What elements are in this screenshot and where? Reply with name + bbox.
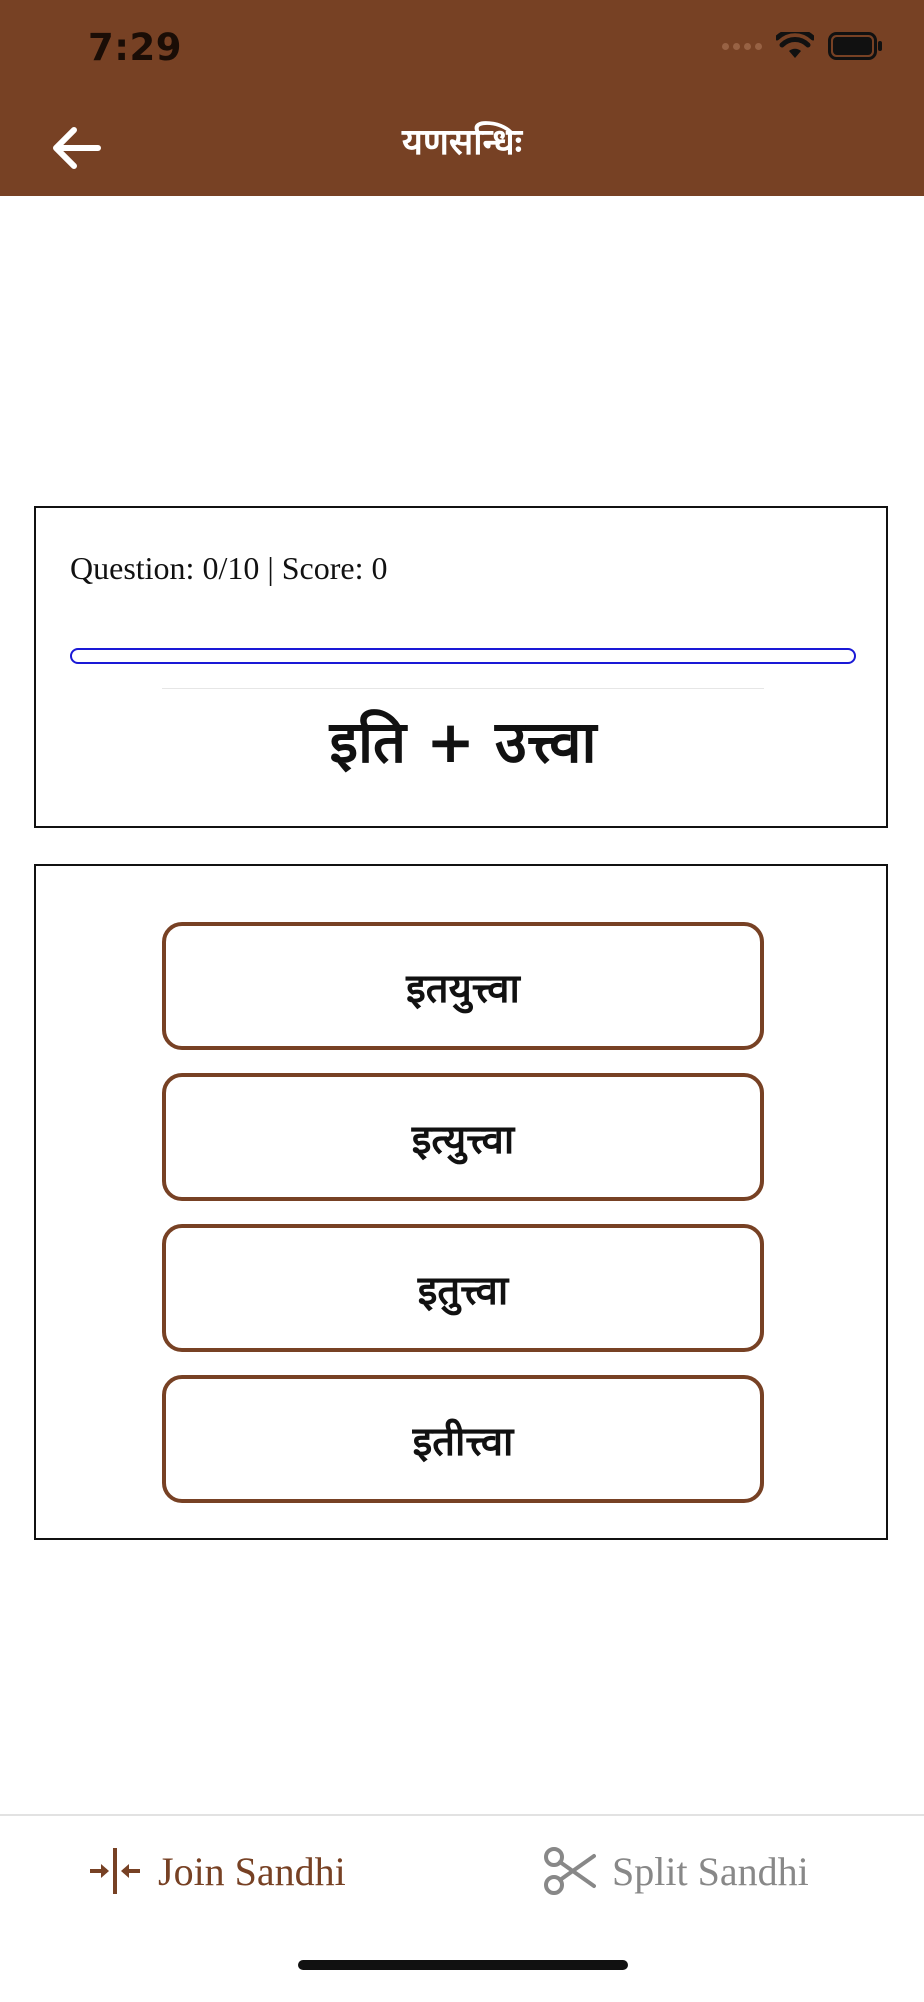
status-icons (722, 32, 884, 60)
home-indicator (298, 1960, 628, 1970)
tab-split-label: Split Sandhi (612, 1848, 809, 1894)
question-card (34, 506, 888, 828)
cellular-signal-icon (722, 43, 762, 50)
tab-split-sandhi[interactable] (544, 1846, 809, 1896)
option-button-1[interactable]: इतयुत्त्वा (162, 922, 764, 1050)
question-divider (162, 688, 764, 689)
page-title: यणसन्धिः (402, 122, 522, 163)
question-text: इति + उत्त्वा (329, 708, 597, 776)
bottom-tab-bar (0, 1814, 924, 2002)
wifi-icon (776, 32, 814, 60)
options-card (34, 864, 888, 1540)
option-button-2[interactable]: इत्युत्त्वा (162, 1073, 764, 1201)
status-time: 7:29 (88, 26, 183, 69)
app-header (0, 0, 924, 196)
tab-join-sandhi[interactable] (88, 1846, 346, 1896)
option-button-3[interactable]: इतुत्त्वा (162, 1224, 764, 1352)
option-button-4[interactable]: इतीत्त्वा (162, 1375, 764, 1503)
scissors-icon (544, 1846, 596, 1896)
quiz-status: Question: 0/10 | Score: 0 (70, 550, 388, 586)
quiz-progress-bar (70, 648, 856, 664)
join-arrows-icon (88, 1846, 142, 1896)
battery-icon (828, 32, 884, 60)
tab-join-label: Join Sandhi (158, 1848, 346, 1894)
